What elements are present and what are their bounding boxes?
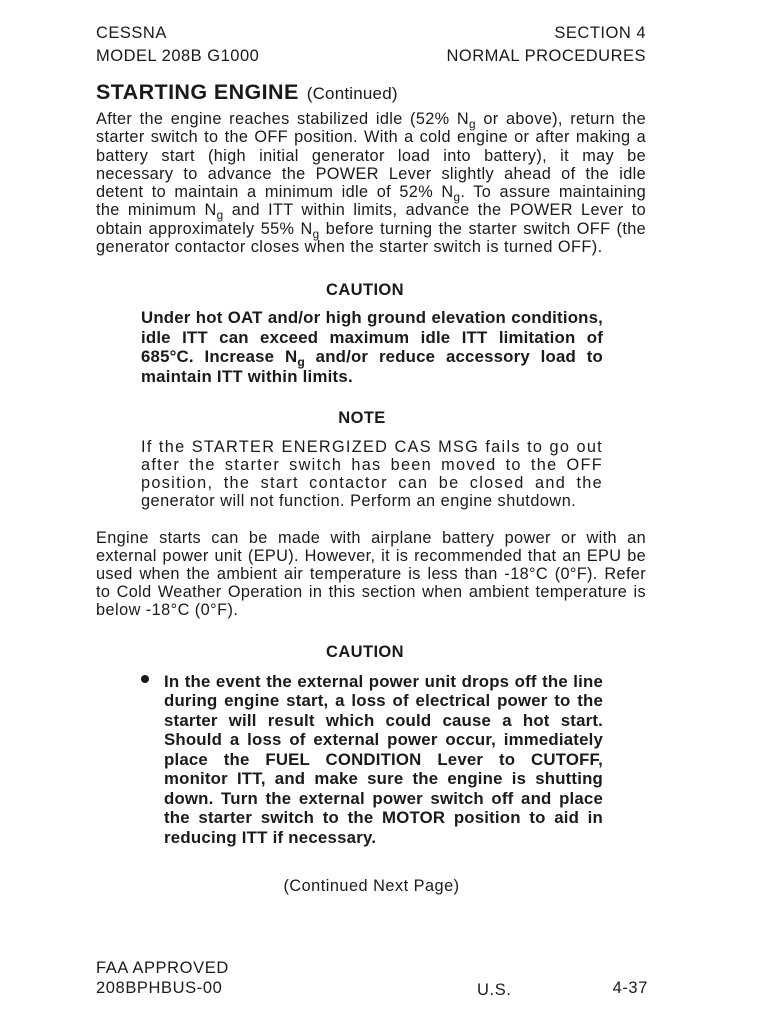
paragraph-line: used when the ambient air temperature is less than -18°C (0°F). Refer [96,565,646,583]
footer-region: U.S. [477,981,512,999]
continued-next-page: (Continued Next Page) [283,877,460,895]
caution-line: idle ITT can exceed maximum idle ITT limitation of [141,327,603,347]
text-run: the minimum N [96,201,217,220]
caution-line: Should a loss of external power occur, immediately [164,730,603,749]
paragraph-line: battery start (high initial generator load into battery), it may be [96,146,646,165]
caution-line: starter will result which could cause a hot start. [164,710,603,730]
caution-heading: CAUTION [326,281,404,299]
paragraph-line: to Cold Weather Operation in this section when ambient temperature is [96,583,646,601]
text-run: and ITT within limits, advance the POWER Lever to [223,201,646,220]
paragraph-1 [96,110,646,256]
text-run: obtain approximately 55% N [96,219,313,238]
paragraph-line: external power unit (EPU). However, it is recommended that an EPU be [96,547,646,565]
footer-approval: FAA APPROVED [96,959,229,977]
note-line: after the starter switch has been moved to the OFF [141,456,603,474]
subscript-g: g [312,227,320,241]
title-main: STARTING ENGINE [96,80,299,104]
caution-2-text [164,672,603,848]
note-heading: NOTE [338,409,386,427]
paragraph-line [96,201,646,223]
caution-1-text [141,308,603,386]
paragraph-line: below -18°C (0°F). [96,601,239,619]
subscript-g: g [297,355,305,370]
footer-doc-number: 208BPHBUS-00 [96,979,223,997]
title-continued: (Continued) [306,84,398,103]
page-number: 4-37 [612,979,648,997]
caution-line: during engine start, a loss of electrical power to the [164,691,603,710]
note-line: If the STARTER ENERGIZED CAS MSG fails to go out [141,438,603,456]
text-run: and/or reduce accessory load to [304,347,604,367]
caution-line [141,347,604,370]
note-text [141,438,603,510]
caution-line: monitor ITT, and make sure the engine is shutting [164,769,603,788]
subscript-g: g [216,209,224,223]
paragraph-line [96,219,647,241]
text-run: before turning the starter switch OFF (the [319,219,647,238]
paragraph-line: starter switch to the OFF position. With a cold engine or after making a [96,128,646,147]
text-run: 685°C. Increase N [141,347,298,367]
subscript-g: g [469,117,476,131]
footer-left [96,958,229,998]
paragraph-line: Engine starts can be made with airplane battery power or with an [96,529,646,547]
paragraph-2 [96,529,646,619]
header-left [96,22,259,68]
paragraph-line: necessary to advance the POWER Lever slightly ahead of the idle [96,164,646,183]
header-model: MODEL 208B G1000 [96,47,260,65]
caution-line: maintain ITT within limits. [141,366,353,386]
paragraph-line: generator contactor closes when the starter switch is turned OFF). [96,238,603,257]
caution-line: the starter switch to the MOTOR position to aid in [164,808,603,827]
bullet-icon [141,675,149,683]
note-line: generator will not function. Perform an engine shutdown. [141,492,577,510]
header-manufacturer: CESSNA [96,24,167,42]
caution-line: place the FUEL CONDITION Lever to CUTOFF, [164,749,603,769]
header-section: SECTION 4 [554,24,646,42]
subscript-g: g [453,190,461,204]
text-run: detent to maintain a minimum idle of 52% N [96,183,454,202]
caution-line: Under hot OAT and/or high ground elevation conditions, [141,308,603,327]
caution-line: In the event the external power unit drops off the line [164,671,603,691]
paragraph-line [96,183,647,204]
header-section-title: NORMAL PROCEDURES [446,47,646,65]
text-run: . To assure maintaining [460,183,647,202]
caution-line: reducing ITT if necessary. [164,827,377,847]
caution-line: down. Turn the external power switch off and place [164,788,603,808]
page-title [96,78,398,109]
paragraph-line [96,110,646,131]
text-run: or above), return the [475,110,646,128]
text-run: After the engine reaches stabilized idle (52% N [96,110,470,128]
header-right [447,22,647,68]
note-line: position, the start contactor can be closed and the [141,474,603,492]
caution-heading: CAUTION [326,643,404,661]
